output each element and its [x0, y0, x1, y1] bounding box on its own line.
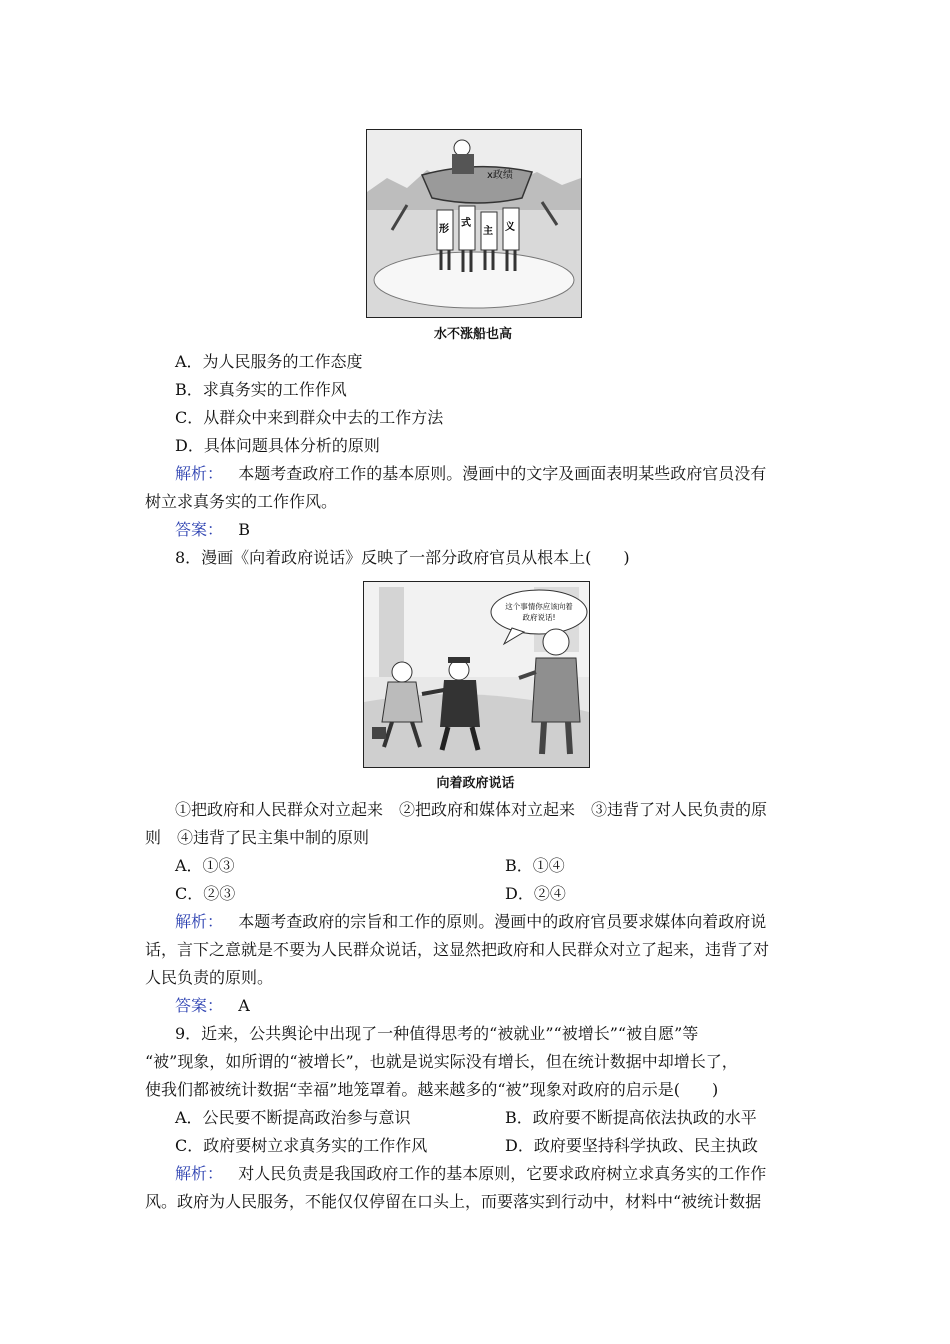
q7-analysis-text-1: 本题考查政府工作的基本原则。漫画中的文字及画面表明某些政府官员没有	[238, 464, 767, 483]
q7-analysis-line-2: 树立求真务实的工作作风。	[145, 492, 338, 511]
q8-answer-value: A	[238, 996, 250, 1015]
q8-answer-label: 答案：	[175, 996, 224, 1015]
q8-option-b: B．①④	[505, 856, 565, 875]
q9-option-a: A．公民要不断提高政治参与意识	[175, 1108, 411, 1127]
q8-analysis-text-1: 本题考查政府的宗旨和工作的原则。漫画中的政府官员要求媒体向着政府说	[238, 912, 767, 931]
q9-stem-line-3: 使我们都被统计数据“幸福”地笼罩着。越来越多的“被”现象对政府的启示是( )	[145, 1080, 719, 1099]
figure-char-1: 形	[439, 224, 449, 235]
q8-analysis-line-3: 人民负责的原则。	[145, 968, 274, 987]
q9-stem-line-2: “被”现象，如所谓的“被增长”，也就是说实际没有增长，但在统计数据中却增长了，	[145, 1052, 738, 1071]
q7-answer-value: B	[238, 520, 251, 539]
cartoon-boat-figure	[366, 129, 582, 318]
q8-analysis-line-1	[175, 912, 835, 932]
q8-options-row-2	[175, 884, 835, 904]
q9-options-row-2	[175, 1136, 835, 1156]
q8-option-d: D．②④	[505, 884, 566, 903]
speech-bubble-line-1: 这个事情你应该向着	[505, 602, 573, 611]
q7-option-b: B．求真务实的工作作风	[175, 380, 347, 399]
q8-stem: 8．漫画《向着政府说话》反映了一部分政府官员从根本上( )	[175, 548, 630, 567]
cartoon-government-illustration	[364, 582, 589, 767]
speech-bubble-line-2: 政府说话!	[522, 613, 556, 622]
cartoon-boat-illustration	[367, 130, 581, 317]
q9-analysis-label: 解析：	[175, 1164, 224, 1183]
q9-analysis-line-1	[175, 1164, 835, 1184]
boat-label: x政绩	[487, 170, 513, 181]
q9-option-c: C．政府要树立求真务实的工作作风	[175, 1136, 428, 1155]
q8-items-line-2: 则 ④违背了民主集中制的原则	[145, 828, 370, 847]
figure-char-2: 式	[461, 218, 471, 229]
q9-option-d: D．政府要坚持科学执政、民主执政	[505, 1136, 758, 1155]
cartoon-government-figure	[363, 581, 590, 768]
q8-answer-line	[175, 996, 835, 1016]
q7-analysis-label: 解析：	[175, 464, 224, 483]
q9-analysis-text-1: 对人民负责是我国政府工作的基本原则，它要求政府树立求真务实的工作作	[238, 1164, 767, 1183]
q9-analysis-line-2: 风。政府为人民服务，不能仅仅停留在口头上，而要落实到行动中，材料中“被统计数据	[145, 1192, 762, 1211]
q9-options-row-1	[175, 1108, 835, 1128]
figure1-caption: 水不涨船也高	[433, 327, 512, 342]
figure-char-3: 主	[483, 226, 493, 237]
q8-analysis-label: 解析：	[175, 912, 224, 931]
q8-options-row-1	[175, 856, 835, 876]
figure-char-4: 义	[505, 222, 515, 233]
q7-option-c: C．从群众中来到群众中去的工作方法	[175, 408, 444, 427]
q7-analysis-line-1	[175, 464, 835, 484]
q9-stem-line-1: 9．近来，公共舆论中出现了一种值得思考的“被就业”“被增长”“被自愿”等	[175, 1024, 699, 1043]
q8-option-c: C．②③	[175, 884, 236, 903]
q9-option-b: B．政府要不断提高依法执政的水平	[505, 1108, 757, 1127]
q8-option-a: A．①③	[175, 856, 235, 875]
figure2-caption: 向着政府说话	[436, 776, 515, 791]
q8-items-line-1: ①把政府和人民群众对立起来 ②把政府和媒体对立起来 ③违背了对人民负责的原	[175, 800, 768, 819]
q7-answer-line	[175, 520, 835, 540]
q8-analysis-line-2: 话，言下之意就是不要为人民群众说话，这显然把政府和人民群众对立了起来，违背了对	[145, 940, 770, 959]
q7-answer-label: 答案：	[175, 520, 224, 539]
q7-option-d: D．具体问题具体分析的原则	[175, 436, 380, 455]
q7-option-a: A．为人民服务的工作态度	[175, 352, 363, 371]
